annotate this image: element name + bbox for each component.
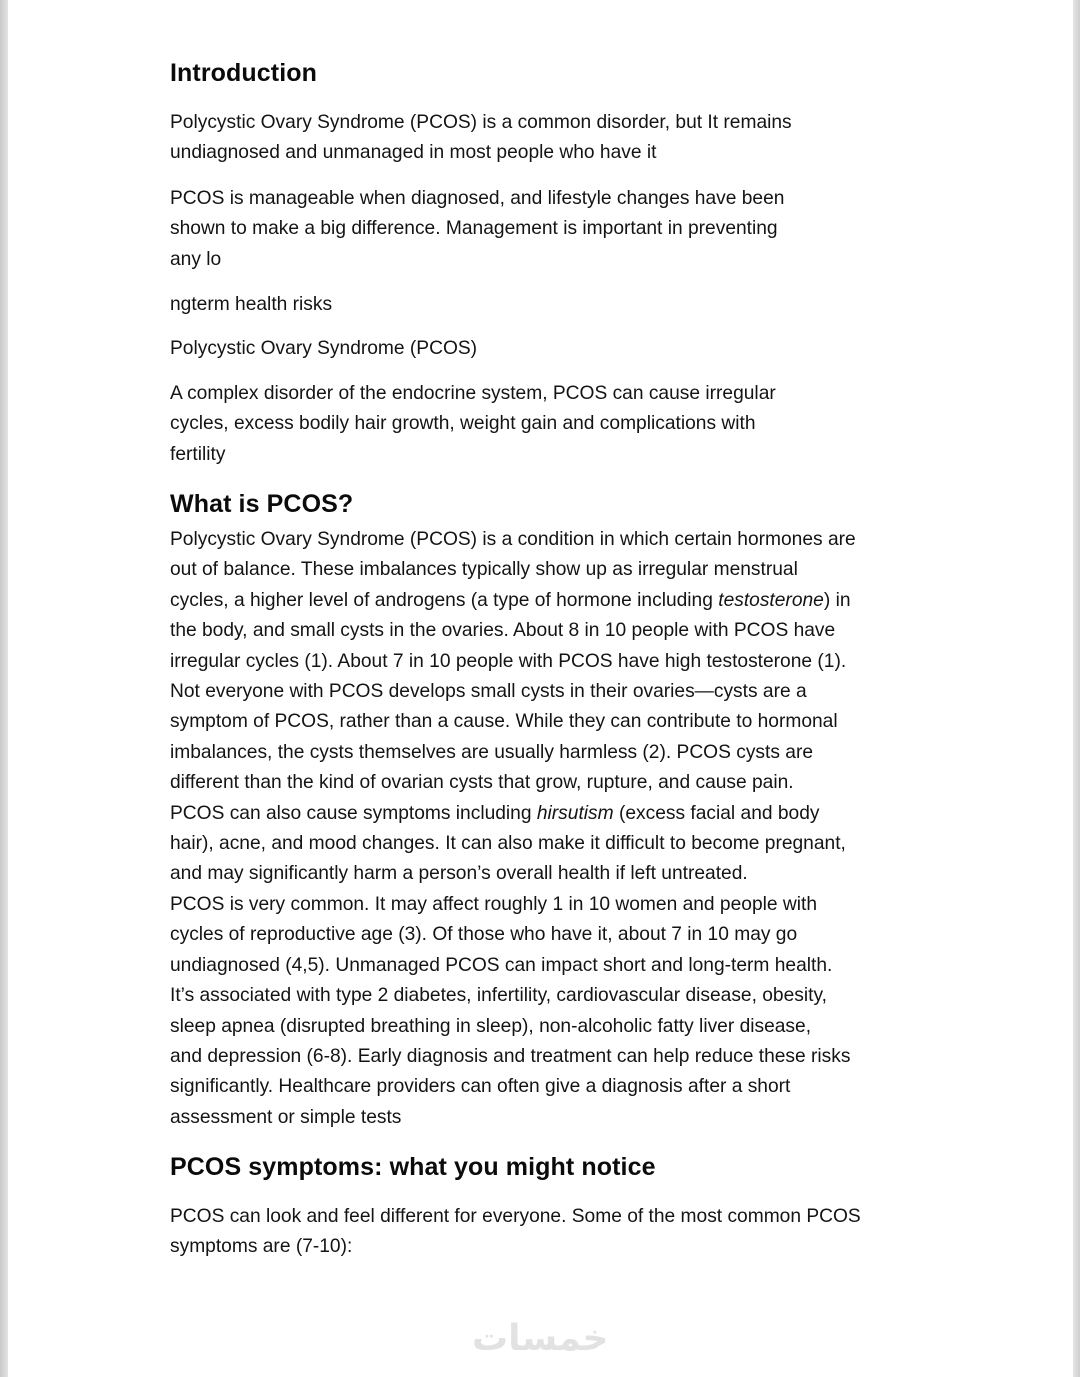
text-line: fertility bbox=[170, 443, 226, 465]
text-segment: ) in bbox=[823, 589, 851, 611]
heading-what-is-pcos: What is PCOS? bbox=[170, 490, 354, 518]
text-line bbox=[170, 799, 930, 829]
intro-paragraph-3 bbox=[170, 290, 930, 320]
intro-paragraph-2 bbox=[170, 184, 930, 275]
text-line: Polycystic Ovary Syndrome (PCOS) bbox=[170, 338, 478, 359]
text-line: significantly. Healthcare providers can often give a diagnosis after a short bbox=[170, 1076, 791, 1098]
text-line: symptoms are (7-10): bbox=[170, 1236, 353, 1258]
text-segment: PCOS can also cause symptoms including bbox=[170, 802, 537, 824]
intro-paragraph-4 bbox=[170, 334, 930, 364]
text-line: the body, and small cysts in the ovaries. About 8 in 10 people with PCOS have bbox=[170, 620, 836, 642]
intro-paragraph-1 bbox=[170, 108, 930, 169]
text-line: cycles, excess bodily hair growth, weight gain and complications with bbox=[170, 413, 756, 435]
intro-paragraph-5 bbox=[170, 379, 930, 470]
symptoms-paragraph bbox=[170, 1202, 930, 1263]
text-line: irregular cycles (1). About 7 in 10 people with PCOS have high testosterone (1). bbox=[170, 650, 847, 672]
text-line: out of balance. These imbalances typically show up as irregular menstrual bbox=[170, 559, 798, 581]
text-line: and may significantly harm a person’s overall health if left untreated. bbox=[170, 863, 748, 885]
emphasis-hirsutism: hirsutism bbox=[536, 802, 614, 824]
text-line: Not everyone with PCOS develops small cysts in their ovaries—cysts are a bbox=[170, 681, 807, 703]
emphasis-testosterone: testosterone bbox=[718, 589, 824, 611]
text-segment: cycles, a higher level of androgens (a type of hormone including bbox=[170, 589, 719, 611]
what-is-pcos-body bbox=[170, 525, 930, 1133]
text-line: undiagnosed and unmanaged in most people who have it bbox=[170, 142, 657, 164]
text-line: A complex disorder of the endocrine system, PCOS can cause irregular bbox=[170, 383, 776, 404]
text-line: any lo bbox=[170, 248, 222, 270]
text-line: and depression (6-8). Early diagnosis and treatment can help reduce these risks bbox=[170, 1045, 851, 1067]
text-segment: (excess facial and body bbox=[613, 802, 820, 824]
heading-pcos-symptoms: PCOS symptoms: what you might notice bbox=[170, 1153, 656, 1181]
page-edge-left bbox=[0, 0, 8, 1377]
page-edge-right bbox=[1073, 0, 1080, 1377]
text-line bbox=[170, 586, 930, 616]
text-line: Polycystic Ovary Syndrome (PCOS) is a common disorder, but It remains bbox=[170, 112, 792, 133]
text-line: hair), acne, and mood changes. It can also make it difficult to become pregnant, bbox=[170, 833, 846, 855]
text-line: imbalances, the cysts themselves are usually harmless (2). PCOS cysts are bbox=[170, 741, 814, 763]
text-line: PCOS is very common. It may affect roughly 1 in 10 women and people with bbox=[170, 893, 817, 915]
text-line: It’s associated with type 2 diabetes, infertility, cardiovascular disease, obesity, bbox=[170, 985, 827, 1007]
heading-introduction: Introduction bbox=[170, 59, 318, 87]
text-line: sleep apnea (disrupted breathing in sleep), non-alcoholic fatty liver disease, bbox=[170, 1015, 812, 1037]
text-line: different than the kind of ovarian cysts that grow, rupture, and cause pain. bbox=[170, 772, 794, 794]
text-line: ngterm health risks bbox=[170, 294, 333, 315]
text-line: cycles of reproductive age (3). Of those who have it, about 7 in 10 may go bbox=[170, 924, 798, 946]
text-line: undiagnosed (4,5). Unmanaged PCOS can impact short and long-term health. bbox=[170, 954, 833, 976]
text-line: Polycystic Ovary Syndrome (PCOS) is a condition in which certain hormones are bbox=[170, 529, 856, 550]
watermark-logo: خمسات bbox=[472, 1318, 609, 1359]
text-line: PCOS is manageable when diagnosed, and lifestyle changes have been bbox=[170, 188, 785, 209]
text-line: assessment or simple tests bbox=[170, 1106, 402, 1128]
text-line: PCOS can look and feel different for everyone. Some of the most common PCOS bbox=[170, 1206, 861, 1227]
text-line: shown to make a big difference. Management is important in preventing bbox=[170, 218, 778, 240]
text-line: symptom of PCOS, rather than a cause. While they can contribute to hormonal bbox=[170, 711, 838, 733]
